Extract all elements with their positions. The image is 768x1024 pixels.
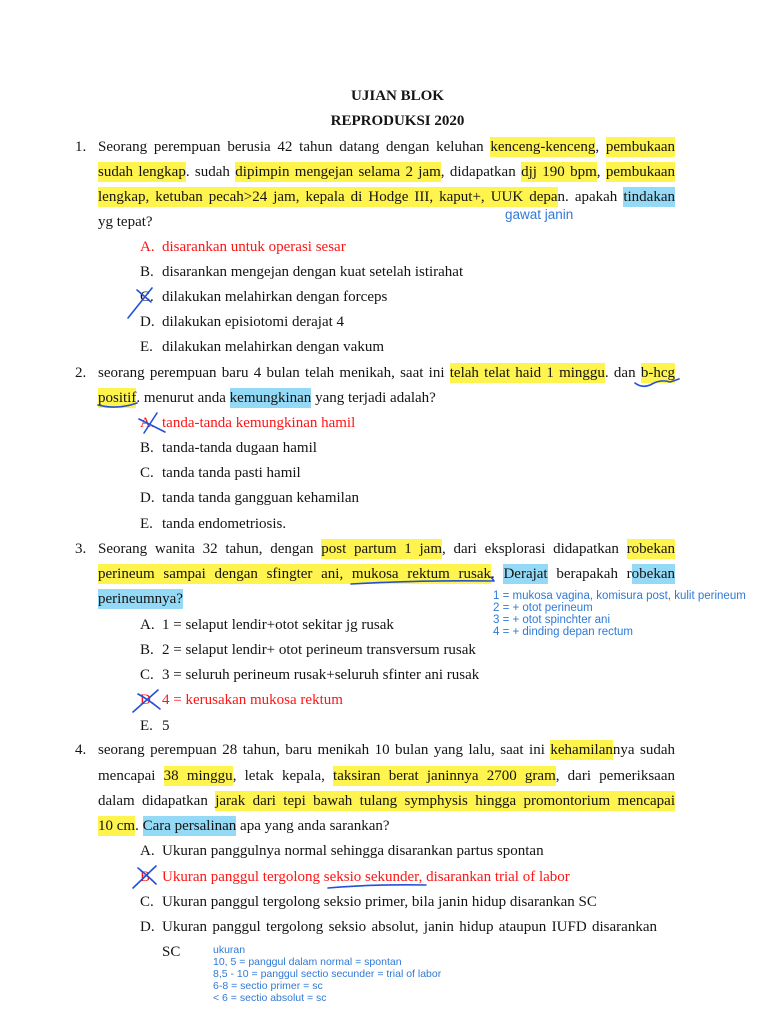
option-a: [140, 840, 680, 862]
handwritten-note: 1 = mukosa vagina, komisura post, kulit perineum: [493, 590, 746, 602]
text-run: dilakukan episiotomi derajat 4: [162, 314, 345, 330]
pen-underlined-text: seksio sekunder: [323, 869, 419, 885]
text-run: SC: [162, 944, 181, 960]
handwritten-note: ukuran: [213, 944, 246, 956]
option-d: [140, 311, 680, 333]
highlighted-text: sudah lengkap: [98, 164, 186, 180]
text-run: 4 = kerusakan mukosa rektum: [162, 692, 343, 708]
option-letter: E.: [140, 516, 153, 532]
question-text-line: [98, 563, 675, 585]
highlighted-text: kemungkinan: [229, 390, 312, 406]
highlighted-text: lengkap, ketuban pecah>24 jam, kepala di Hodge III, kaput+, UUK depa: [98, 189, 558, 205]
question-number: 3.: [75, 541, 87, 557]
text-run: Ukuran panggul tergolong seksio primer, bila janin hidup disarankan SC: [162, 894, 597, 910]
option-e: [140, 715, 680, 737]
handwritten-note: 2 = + otot perineum: [493, 602, 593, 614]
text-run: 3 = seluruh perineum rusak+seluruh sfinter ani rusak: [162, 667, 480, 683]
option-d: [140, 689, 680, 711]
text-run: Ukuran panggul tergolong seksio absolut, janin hidup ataupun IUFD disarankan: [162, 919, 657, 935]
text-run: dalam didapatkan: [98, 793, 216, 809]
question-text-line: [98, 765, 675, 787]
text-run: mencapai: [98, 768, 164, 784]
option-a: [140, 236, 680, 258]
option-text: [162, 715, 170, 737]
text-run: dilakukan melahirkan dengan vakum: [162, 339, 385, 355]
text-run: berapakah: [547, 566, 627, 582]
highlighted-text: pembukaan: [605, 139, 676, 155]
option-letter: D.: [140, 919, 155, 935]
question-text-line: [98, 790, 675, 812]
text-run: Ukuran panggulnya normal sehingga disarankan partus spontan: [162, 843, 544, 859]
text-run: ,: [595, 139, 606, 155]
highlighted-text: 10 cm: [98, 818, 136, 834]
question-text-line: [98, 161, 675, 183]
option-letter: C.: [140, 667, 154, 683]
text-run: seorang perempuan 28 tahun, baru menikah 10 bulan yang lalu, saat ini: [98, 742, 551, 758]
text-run: tanda tanda gangguan kehamilan: [162, 490, 360, 506]
option-text: [162, 462, 301, 484]
highlighted-text: perineum sampai dengan sfingter ani,: [98, 566, 352, 582]
option-text: [162, 437, 317, 459]
option-b: [140, 437, 680, 459]
option-b: [140, 261, 680, 283]
highlighted-text: kenceng-kenceng: [490, 139, 596, 155]
handwritten-note: 4 = + dinding depan rectum: [493, 626, 634, 638]
text-run: tanda-tanda kemungkinan hamil: [162, 415, 356, 431]
text-run: , didapatkan: [440, 164, 522, 180]
option-letter: B.: [140, 440, 154, 456]
text-run: , dari pemeriksaan: [555, 768, 675, 784]
text-run: . menurut anda: [136, 390, 230, 406]
highlighted-text: positif: [98, 390, 137, 406]
highlighted-text: robekan: [626, 541, 675, 557]
text-run: n. apakah: [557, 189, 624, 205]
option-c: [140, 891, 680, 913]
handwritten-note: 3 = + otot spinchter ani: [493, 614, 610, 626]
option-letter: B.: [140, 869, 154, 885]
text-run: disarankan untuk operasi sesar: [162, 239, 346, 255]
option-c: [140, 286, 680, 308]
question-text-line: [98, 136, 675, 158]
question-text-line: [98, 362, 675, 384]
text-run: yg tepat?: [98, 214, 153, 230]
option-text: [162, 412, 355, 434]
handwritten-note: 8,5 - 10 = panggul sectio secunder = trial of labor: [213, 968, 442, 980]
text-run: tanda-tanda dugaan hamil: [162, 440, 317, 456]
text-run: 1 = selaput lendir+otot sekitar jg rusak: [162, 617, 394, 633]
option-letter: C.: [140, 289, 154, 305]
highlighted-text: taksiran berat janinnya 2700 gram: [333, 768, 556, 784]
option-text: [162, 689, 343, 711]
highlighted-text: pembukaan: [605, 164, 676, 180]
text-run: .: [491, 566, 504, 582]
question-number: 2.: [75, 365, 87, 381]
option-e: [140, 513, 680, 535]
highlighted-text: telah telat haid 1 minggu: [449, 365, 605, 381]
handwritten-note: < 6 = sectio absolut = sc: [213, 992, 327, 1004]
option-text: [162, 664, 479, 686]
option-text: [162, 311, 344, 333]
text-run: nya sudah: [612, 742, 675, 758]
text-run: , letak kepala,: [232, 768, 334, 784]
option-text: [162, 236, 346, 258]
highlighted-text: djj 190 bpm: [521, 164, 597, 180]
option-text: [162, 891, 597, 913]
option-letter: A.: [140, 617, 155, 633]
highlighted-text: jarak dari tepi bawah tulang symphysis hingga promontorium mencapai: [215, 793, 675, 809]
page-subtitle: REPRODUKSI 2020: [330, 113, 465, 129]
option-letter: A.: [140, 415, 155, 431]
highlighted-text: tindakan: [623, 189, 675, 205]
option-text: [162, 941, 180, 963]
text-run: dilakukan melahirkan dengan forceps: [162, 289, 388, 305]
option-letter: D.: [140, 490, 155, 506]
text-run: . dan: [604, 365, 641, 381]
option-e: [140, 336, 680, 358]
highlighted-text: dipimpin mengejan selama 2 jam: [235, 164, 441, 180]
question-number: 4.: [75, 742, 87, 758]
text-run: tanda endometriosis.: [162, 516, 287, 532]
text-run: Seorang perempuan berusia 42 tahun datang dengan keluhan: [98, 139, 491, 155]
handwritten-note: gawat janin: [505, 207, 574, 222]
text-run: tanda tanda pasti hamil: [162, 465, 301, 481]
option-letter: A.: [140, 239, 155, 255]
highlighted-text: Cara persalinan: [142, 818, 237, 834]
option-letter: E.: [140, 339, 153, 355]
option-c: [140, 462, 680, 484]
question-text-line: [98, 387, 675, 409]
option-text: [162, 840, 544, 862]
text-run: , dari eksplorasi didapatkan: [442, 541, 627, 557]
text-run: seorang perempuan baru 4 bulan telah menikah, saat ini: [98, 365, 450, 381]
option-a: [140, 614, 680, 636]
text-run: .: [135, 818, 143, 834]
option-text: [162, 614, 394, 636]
option-text: [162, 261, 463, 283]
highlighted-text: obekan: [631, 566, 675, 582]
option-text: [162, 513, 286, 535]
option-d: [140, 487, 680, 509]
question-text-line: [98, 538, 675, 560]
option-c: [140, 664, 680, 686]
option-letter: C.: [140, 894, 154, 910]
option-letter: B.: [140, 264, 154, 280]
option-a: [140, 412, 680, 434]
option-b: [140, 866, 680, 888]
option-d: [140, 916, 680, 938]
highlighted-text: post partum 1 jam: [321, 541, 442, 557]
option-text: [162, 916, 657, 938]
text-run: , disarankan trial of labor: [418, 869, 570, 885]
option-text: [162, 866, 570, 888]
highlighted-text: Derajat: [503, 566, 548, 582]
option-text: [162, 336, 384, 358]
text-run: disarankan mengejan dengan kuat setelah istirahat: [162, 264, 464, 280]
highlighted-text: 38 minggu: [163, 768, 233, 784]
text-run: . sudah: [185, 164, 236, 180]
text-run: Seorang wanita 32 tahun, dengan: [98, 541, 322, 557]
text-run: r: [626, 566, 632, 582]
text-run: 2 = selaput lendir+ otot perineum transversum rusak: [162, 642, 476, 658]
highlighted-text: perineumnya?: [98, 591, 183, 607]
question-number: 1.: [75, 139, 87, 155]
option-letter: C.: [140, 465, 154, 481]
handwritten-note: 6-8 = sectio primer = sc: [213, 980, 323, 992]
option-text: [162, 286, 387, 308]
text-run: yang terjadi adalah?: [311, 390, 436, 406]
text-run: ,: [596, 164, 606, 180]
question-text-line: [98, 211, 675, 233]
text-run: Ukuran panggul tergolong: [162, 869, 324, 885]
option-text: [162, 639, 476, 661]
highlighted-text: b-hcg: [640, 365, 675, 381]
question-text-line: [98, 815, 675, 837]
question-text-line: [98, 739, 675, 761]
handwritten-note: 10, 5 = panggul dalam normal = spontan: [213, 956, 402, 968]
highlighted-text: mukosa rektum rusak: [351, 566, 491, 582]
highlighted-text: kehamilan: [550, 742, 613, 758]
option-letter: B.: [140, 642, 154, 658]
option-letter: D.: [140, 314, 155, 330]
option-letter: D.: [140, 692, 155, 708]
option-letter: A.: [140, 843, 155, 859]
option-b: [140, 639, 680, 661]
option-text: [162, 487, 359, 509]
page-title: UJIAN BLOK: [351, 88, 444, 104]
text-run: 5: [162, 718, 170, 734]
text-run: apa yang anda sarankan?: [236, 818, 390, 834]
question-text-line: [98, 186, 675, 208]
option-letter: E.: [140, 718, 153, 734]
